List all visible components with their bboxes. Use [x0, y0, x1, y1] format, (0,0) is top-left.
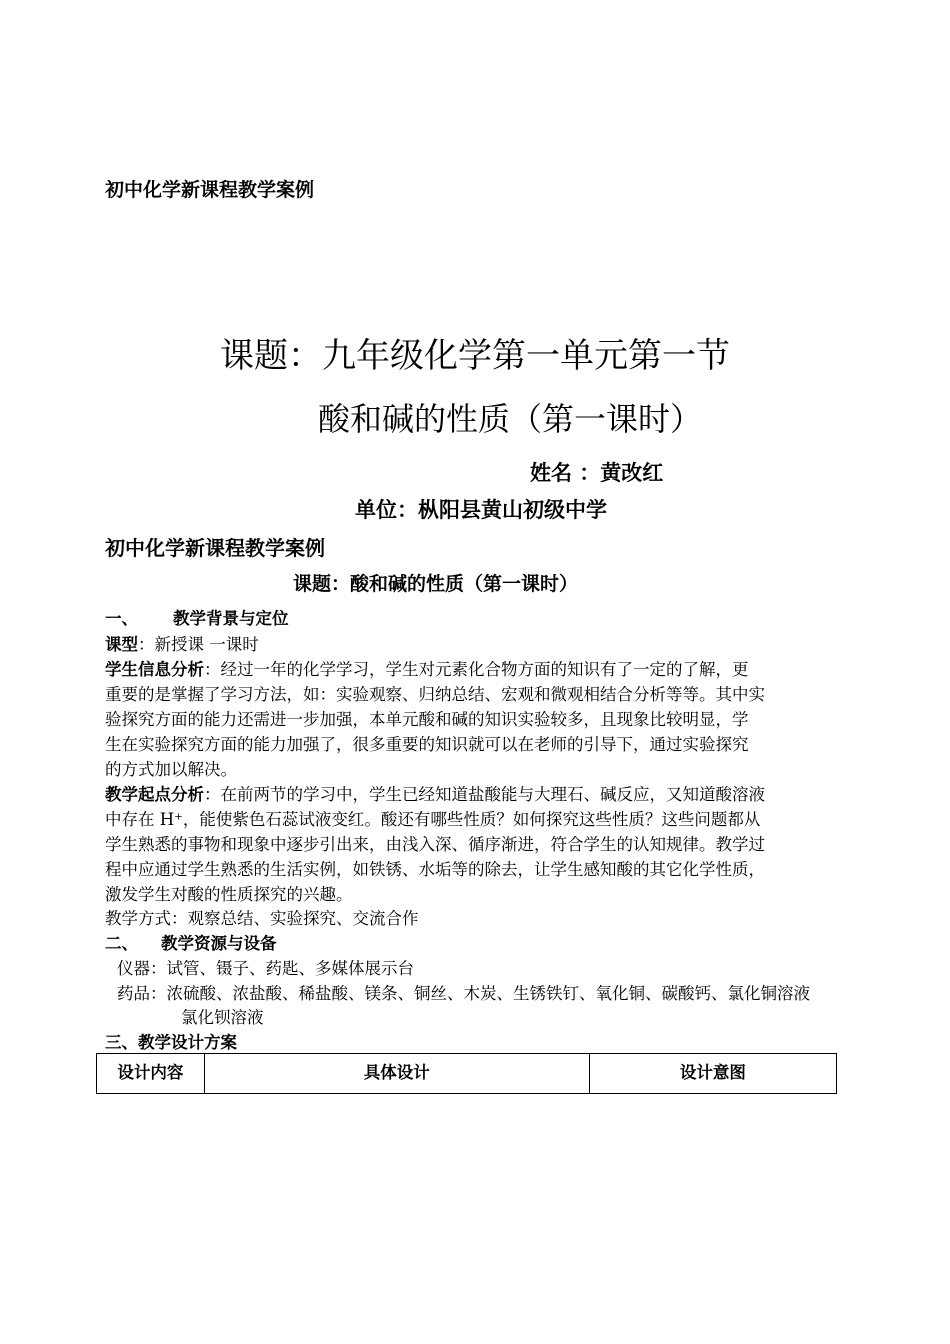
student-analysis-line-5: 的方式加以解决。	[105, 760, 237, 779]
reagents-line-2: 氯化钡溶液	[181, 1008, 264, 1027]
start-analysis-line-1	[105, 781, 765, 805]
doc-header: 初中化学新课程教学案例	[105, 536, 325, 560]
lesson-type-label: 课型	[105, 635, 138, 654]
student-analysis-line-3: 验探究方面的能力还需进一步加强，本单元酸和碱的知识实验较多，且现象比较明显，学	[105, 710, 749, 729]
table-header-row	[97, 1054, 837, 1094]
section1-number: 一、	[105, 609, 138, 628]
lesson-title: 课题：酸和碱的性质（第一课时）	[293, 573, 579, 595]
cover-unit: 单位：枞阳县黄山初级中学	[355, 498, 607, 522]
design-plan-table	[96, 1053, 837, 1094]
teaching-method: 教学方式：观察总结、实验探究、交流合作	[105, 909, 419, 928]
start-analysis-line-2: 中存在 H⁺，能使紫色石蕊试液变红。酸还有哪些性质？如何探究这些性质？这些问题都从	[105, 810, 761, 829]
start-analysis-line-3: 学生熟悉的事物和现象中逐步引出来，由浅入深、循序渐进，符合学生的认知规律。教学过	[105, 835, 765, 854]
student-analysis-line-1	[105, 656, 749, 680]
cover-title-line2: 酸和碱的性质（第一课时）	[318, 400, 703, 438]
student-analysis-line-2: 重要的是掌握了学习方法，如：实验观察、归纳总结、宏观和微观相结合分析等等。其中实	[105, 685, 765, 704]
start-analysis-line-4: 程中应通过学生熟悉的生活实例，如铁锈、水垢等的除去，让学生感知酸的其它化学性质，	[105, 860, 765, 879]
student-analysis-line-4: 生在实验探究方面的能力加强了，很多重要的知识就可以在老师的引导下，通过实验探究	[105, 735, 749, 754]
section3-heading: 三、教学设计方案	[105, 1033, 237, 1052]
start-analysis-label: 教学起点分析	[105, 785, 204, 804]
section1-heading	[105, 605, 289, 629]
section1-title: 教学背景与定位	[173, 609, 289, 628]
section2-number: 二、	[105, 934, 138, 953]
start-analysis-text: ：在前两节的学习中，学生已经知道盐酸能与大理石、碱反应，又知道酸溶液	[204, 785, 765, 804]
start-analysis-line-5: 激发学生对酸的性质探究的兴趣。	[105, 885, 353, 904]
lesson-type	[105, 631, 259, 655]
student-analysis-label: 学生信息分析	[105, 660, 204, 679]
student-analysis-text: ：经过一年的化学学习，学生对元素化合物方面的知识有了一定的了解，更	[204, 660, 749, 679]
table-header-design-intent: 设计意图	[589, 1054, 836, 1094]
reagents-line-1: 药品：浓硫酸、浓盐酸、稀盐酸、镁条、铜丝、木炭、生锈铁钉、氧化铜、碳酸钙、氯化铜溶液	[117, 984, 810, 1003]
section2-heading	[105, 930, 277, 954]
cover-title-line1: 课题：九年级化学第一单元第一节	[220, 336, 730, 376]
cover-author: 姓名 ：黄改红	[530, 461, 664, 485]
cover-header: 初中化学新课程教学案例	[105, 179, 315, 201]
lesson-type-value: ：新授课 一课时	[138, 635, 259, 654]
instruments-line: 仪器：试管、镊子、药匙、多媒体展示台	[117, 959, 414, 978]
section2-title: 教学资源与设备	[161, 934, 277, 953]
table-header-specific-design: 具体设计	[204, 1054, 589, 1094]
table-header-design-content: 设计内容	[97, 1054, 205, 1094]
